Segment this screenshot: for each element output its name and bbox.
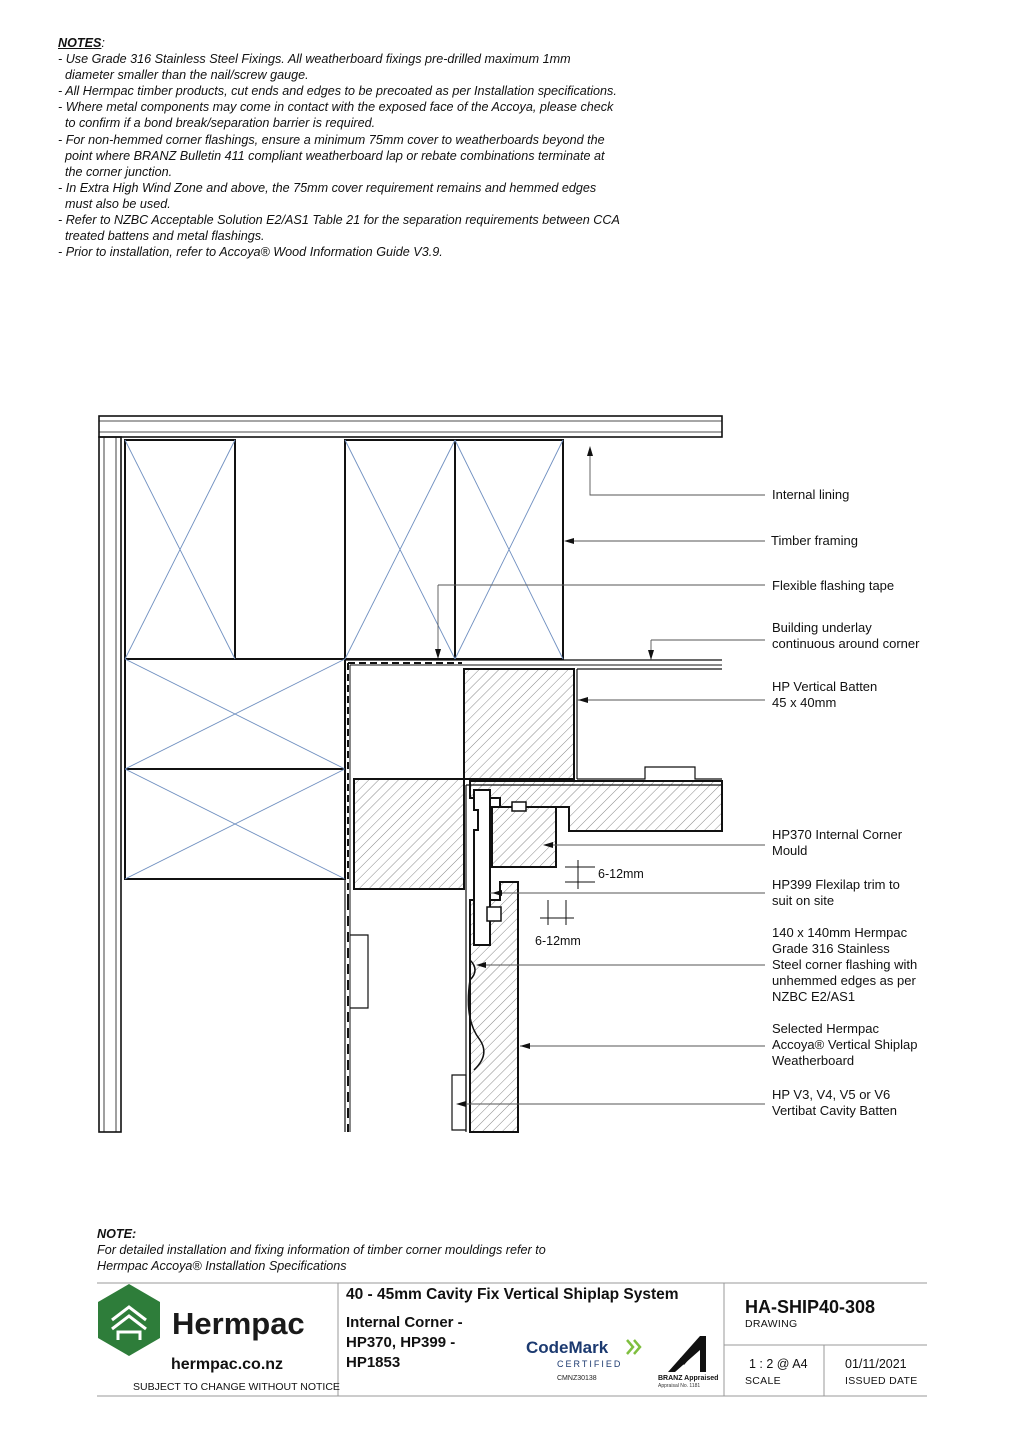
note-line: - In Extra High Wind Zone and above, the 75mm cover requirement remains and hemmed edges <box>58 180 597 195</box>
drawing-title: Internal Corner - HP370, HP399 - HP1853 <box>346 1314 463 1371</box>
fixing-top <box>512 802 526 811</box>
dimension-gap-b: 6-12mm <box>535 934 581 948</box>
corner-mould <box>492 807 556 867</box>
note-line: treated battens and metal flashings. <box>58 229 265 244</box>
scale-label: SCALE <box>745 1375 781 1387</box>
bottom-note-title: NOTE: <box>97 1227 137 1241</box>
note-line: point where BRANZ Bulletin 411 compliant weatherboard lap or rebate combinations terminate at <box>58 148 605 163</box>
hermpac-logo-icon <box>98 1284 160 1356</box>
drawing-label: DRAWING <box>745 1318 798 1330</box>
disclaimer: SUBJECT TO CHANGE WITHOUT NOTICE <box>133 1381 340 1393</box>
label-internal-lining: Internal lining <box>772 487 850 502</box>
label-corner-mould: HP370 Internal Corner Mould <box>772 827 903 858</box>
note-line: to confirm if a bond break/separation barrier is required. <box>58 116 376 131</box>
codemark-logo: CodeMark <box>526 1338 609 1357</box>
label-cavity-batten: HP V3, V4, V5 or V6 Vertibat Cavity Batten <box>772 1087 898 1118</box>
issued-date-label: ISSUED DATE <box>845 1375 918 1387</box>
codemark-certified: CERTIFIED <box>557 1359 623 1369</box>
internal-lining-left <box>99 437 121 1132</box>
company-name: Hermpac <box>172 1306 305 1341</box>
vertical-batten-left <box>354 779 464 889</box>
note-line: the corner junction. <box>58 164 173 179</box>
label-weatherboard: Selected Hermpac Accoya® Vertical Shiplap Weatherboard <box>772 1021 918 1068</box>
note-line: diameter smaller than the nail/screw gauge. <box>58 68 309 83</box>
cavity-batten-top <box>577 669 722 779</box>
note-line: - Where metal components may come in contact with the exposed face of the Accoya, please check <box>58 100 614 115</box>
label-corner-flashing: 140 x 140mm Hermpac Grade 316 Stainless Steel corner flashing with unhemmed edges as per NZBC E2/AS1 <box>772 925 918 1004</box>
branz-number: Appraisal No. 1181 <box>658 1383 701 1389</box>
vertical-batten-top <box>464 669 574 779</box>
note-line: - Prior to installation, refer to Accoya® Wood Information Guide V3.9. <box>58 245 443 260</box>
dimension-gap-a: 6-12mm <box>598 867 644 881</box>
label-underlay: Building underlay continuous around corner <box>772 620 920 651</box>
system-title: 40 - 45mm Cavity Fix Vertical Shiplap System <box>346 1286 679 1303</box>
internal-lining-top <box>99 416 722 437</box>
note-line: - For non-hemmed corner flashings, ensure a minimum 75mm cover to weatherboards beyond the <box>58 132 605 147</box>
note-line: must also be used. <box>58 196 171 211</box>
cavity-batten-left <box>350 935 466 1130</box>
note-line: - All Hermpac timber products, cut ends and edges to be precoated as per Installation specifications. <box>58 84 617 99</box>
fixing-side <box>487 907 501 921</box>
branz-appraised-icon <box>668 1336 706 1372</box>
issued-date: 01/11/2021 <box>845 1357 907 1371</box>
dimension-marks <box>540 860 595 925</box>
bottom-note-text: For detailed installation and fixing information of timber corner mouldings refer to Hermpac Accoya® Installation Specifications <box>97 1243 546 1273</box>
notes-title: NOTES <box>58 36 102 50</box>
flexible-flashing-tape <box>348 663 462 1132</box>
note-line: - Refer to NZBC Acceptable Solution E2/AS1 Table 21 for the separation requirements between CCA <box>58 213 620 228</box>
label-vertical-batten: HP Vertical Batten 45 x 40mm <box>772 679 878 710</box>
codemark-chevron-icon <box>627 1340 640 1354</box>
branz-label: BRANZ Appraised <box>658 1375 719 1382</box>
scale-value: 1 : 2 @ A4 <box>749 1357 808 1371</box>
label-flexilap: HP399 Flexilap trim to suit on site <box>772 877 900 908</box>
website-link[interactable]: hermpac.co.nz <box>171 1356 284 1373</box>
notes-block: NOTES: - Use Grade 316 Stainless Steel Fixings. All weatherboard fixings pre-drilled maximum 1mm diameter smaller than the nail/screw gauge. - All Hermpac timber products, cut ends and edges to be precoated as per Installation specifications. - Where metal components may come in contact with the exposed face of the Accoya, please check to confirm if a bond break/separation barrier is required. - For non-hemmed corner flashings, ensure a minimum 75mm cover to weatherboards beyond the point where BRANZ Bulletin 411 compliant weatherboard lap or rebate combinations terminate at the corner junction. - In Extra High Wind Zone and above, the 75mm cover requirement remains and hemmed edges must also be used. - Refer to NZBC Acceptable Solution E2/AS1 Table 21 for the separation requirements between CCA treated battens and metal flashings. - Prior to installation, refer to Accoya® Wood Information Guide V3.9. <box>58 35 718 260</box>
bottom-note <box>97 1226 546 1274</box>
note-line: - Use Grade 316 Stainless Steel Fixings. All weatherboard fixings pre-drilled maximum 1mm <box>58 52 571 67</box>
drawing-number: HA-SHIP40-308 <box>745 1297 876 1317</box>
label-timber-framing: Timber framing <box>771 533 858 548</box>
label-flashing-tape: Flexible flashing tape <box>772 578 895 593</box>
codemark-number: CMNZ30138 <box>557 1375 597 1382</box>
